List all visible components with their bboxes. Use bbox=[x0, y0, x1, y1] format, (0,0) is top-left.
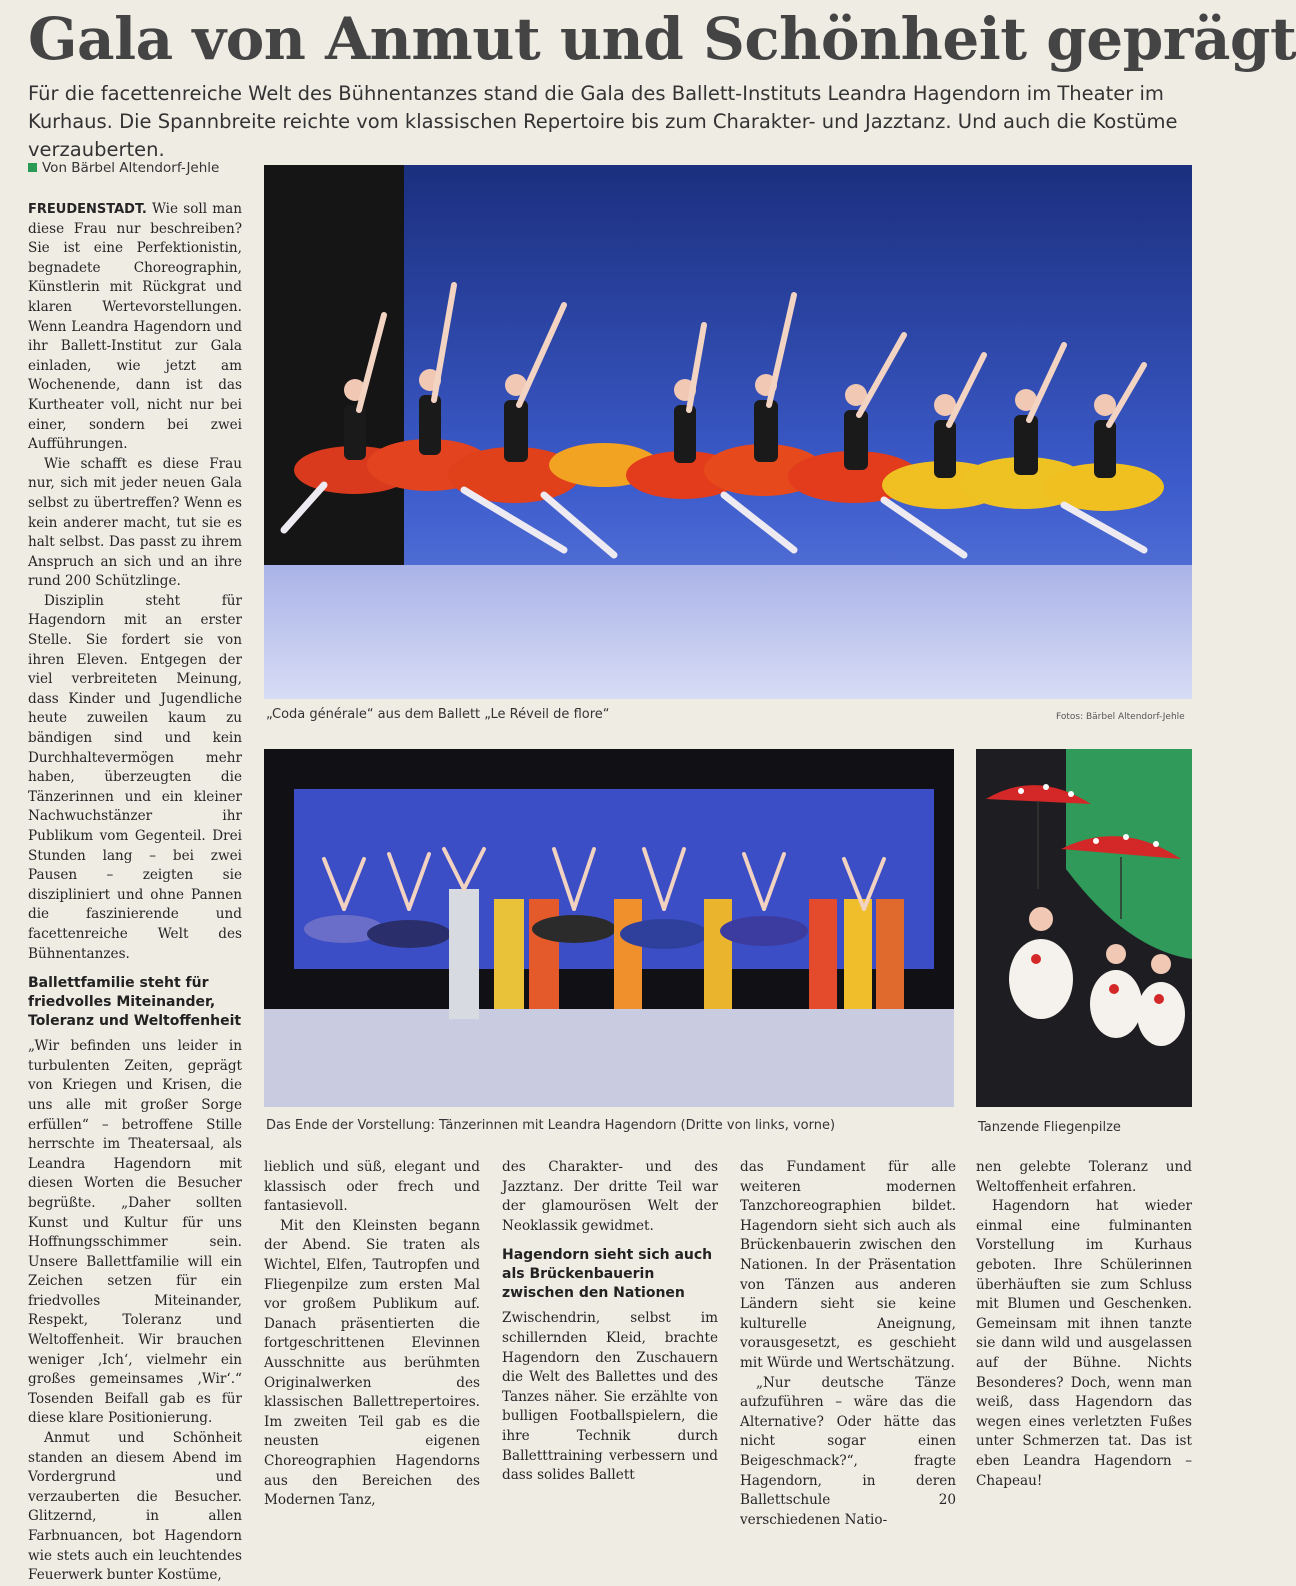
mushroom-dance-illustration bbox=[976, 749, 1192, 1107]
article-column-2 bbox=[264, 1158, 480, 1511]
byline-author: Von Bärbel Altendorf-Jehle bbox=[42, 160, 220, 176]
subheading: Hagendorn sieht sich auch als Brückenbauerin zwischen den Nationen bbox=[502, 1247, 713, 1302]
ballet-stage-illustration bbox=[264, 165, 1192, 699]
photo-caption-right: Tanzende Fliegenpilze bbox=[978, 1120, 1121, 1135]
paragraph: „Nur deutsche Tänze aufzuführen – wäre das die Alternative? Oder hätte das nicht sogar einen Beigeschmack?“, fragte Hagendorn, in deren Ballettschule 20 verschiedenen Natio- bbox=[740, 1374, 956, 1528]
paragraph: Zwischendrin, selbst im schillernden Kleid, brachte Hagendorn den Zuschauern die Welt des Ballettes und des Tanzes näher. Sie erzählte von bulligen Footballspielern, die ihre Technik durch Balletttraining verbessern und dass solides Ballett bbox=[502, 1310, 718, 1484]
article-column-4 bbox=[740, 1158, 956, 1530]
photo-caption-top: „Coda générale“ aus dem Ballett „Le Réveil de flore“ bbox=[266, 707, 610, 722]
paragraph: Wie schafft es diese Frau nur, sich mit jeder neuen Gala selbst zu übertreffen? Wenn es kein anderer macht, tut sie es halt selbst. Das passt zu ihrem Anspruch an sich und an ihre rund 200 Schützlinge. bbox=[28, 455, 242, 590]
byline-square-icon bbox=[28, 163, 37, 172]
paragraph: Mit den Kleinsten begann der Abend. Sie traten als Wichtel, Elfen, Tautropfen und Fliegenpilze zum ersten Mal vor großem Publikum auf. Danach präsentierten die fortgeschrittenen Elevinnen Ausschnitte aus berühmten Originalwerken des klassischen Ballettrepertoires. Im zweiten Teil gab es die neusten eigenen Choreographien Hagendorns aus den Bereichen des Modernen Tanz, bbox=[264, 1217, 480, 1509]
paragraph: Disziplin steht für Hagendorn mit an erster Stelle. Sie fordert sie von ihren Eleven. Entgegen der viel verbreiteten Meinung, dass Kinder und Jugendliche heute zuweilen kaum zu bändigen sind und kein Durchhaltevermögen mehr haben, überzeugten die Tänzerinnen und ein kleiner Nachwuchstänzer ihr Publikum vom Gegenteil. Drei Stunden lang – bei zwei Pausen – zeigten sie diszipliniert und ohne Pannen die faszinierende und facettenreiche Welt des Bühnentanzes. bbox=[28, 592, 242, 962]
paragraph: das Fundament für alle weiteren modernen Tanzchoreographien bildet. Hagendorn sieht sich auch als Brückenbauerin zwischen den Nationen. In der Präsentation von Tänzen aus anderen Ländern sieht sie keine kulturelle Aneignung, vorausgesetzt, es geschieht mit Würde und Wertschätzung. bbox=[740, 1159, 956, 1371]
paragraph: Hagendorn hat wieder einmal eine fulminanten Vorstellung im Kurhaus geboten. Ihre Schülerinnen überhäuften sie zum Schluss mit Blumen und Geschenken. Gemeinsam mit ihnen tanzte sie dann wild und ausgelassen auf der Bühne. Nichts Besonderes? Doch, wenn man weiß, dass Hagendorn das wegen eines verletzten Fußes unter Schmerzen tat. Das ist eben Leandra Hagendorn – Chapeau! bbox=[976, 1198, 1192, 1489]
paragraph: lieblich und süß, elegant und klassisch oder frech und fantasievoll. bbox=[264, 1159, 480, 1215]
paragraph-text: Wie soll man diese Frau nur beschreiben? Sie ist eine Perfektionistin, begnadete Choreographin, Künstlerin mit Rückgrat und klaren Wertevorstellungen. Wenn Leandra Hagendorn und ihr Ballett-Institut zur Gala einladen, wie jetzt am Wochenende, dann ist das Kurtheater voll, nicht nur bei einer, sondern bei zwei Aufführungen. bbox=[28, 201, 242, 453]
paragraph: „Wir befinden uns leider in turbulenten Zeiten, geprägt von Kriegen und Krisen, die uns alle mit großer Sorge erfüllen“ – betroffene Stille herrschte im Theatersaal, als Leandra Hagendorn mit diesen Worten die Besucher begrüßte. „Daher sollten Kunst und Kultur für uns Hoffnungsschimmer sein. Unsere Ballettfamilie will ein Zeichen setzen für ein friedvolles Miteinander, Respekt, Toleranz und Weltoffenheit. Wir brauchen weniger ‚Ich‘, vielmehr ein großes gemeinsames ‚Wir‘.“ Tosenden Beifall gab es für diese klare Positionierung. bbox=[28, 1038, 242, 1427]
final-bow-illustration bbox=[264, 749, 954, 1107]
subheading: Ballettfamilie steht für friedvolles Miteinander, Toleranz und Weltoffenheit bbox=[28, 975, 242, 1030]
paragraph bbox=[28, 200, 242, 455]
photo-fliegenpilze bbox=[976, 749, 1192, 1107]
photo-coda-generale bbox=[264, 165, 1192, 699]
article-column-1 bbox=[28, 200, 242, 1586]
article-column-3 bbox=[502, 1158, 718, 1486]
photo-caption-middle: Das Ende der Vorstellung: Tänzerinnen mit Leandra Hagendorn (Dritte von links, vorne) bbox=[266, 1118, 836, 1133]
article-column-5 bbox=[976, 1158, 1192, 1491]
paragraph: Anmut und Schönheit standen an diesem Abend im Vordergrund und verzauberten die Besucher. Glitzernd, in allen Farbnuancen, bot Hagendorn wie stets auch ein leuchtendes Feuerwerk bunter Kostüme, bbox=[28, 1430, 242, 1584]
paragraph: nen gelebte Toleranz und Weltoffenheit erfahren. bbox=[976, 1159, 1192, 1195]
lead-paragraph: Für die facettenreiche Welt des Bühnentanzes stand die Gala des Ballett-Instituts Leandra Hagendorn im Theater im Kurhaus. Die Spannbreite reichte vom klassischen Repertoire bis zum Charakter- und Jazztanz. Und auch die Kostüme verzauberten. bbox=[28, 82, 1178, 161]
headline: Gala von Anmut und Schönheit geprägt bbox=[28, 5, 1296, 73]
photo-ende-der-vorstellung bbox=[264, 749, 954, 1107]
dateline: FREUDENSTADT. bbox=[28, 202, 147, 217]
photo-credit: Fotos: Bärbel Altendorf-Jehle bbox=[1056, 712, 1185, 722]
paragraph: des Charakter- und des Jazztanz. Der dritte Teil war der glamourösen Welt der Neoklassik gewidmet. bbox=[502, 1159, 718, 1234]
byline bbox=[28, 160, 219, 176]
